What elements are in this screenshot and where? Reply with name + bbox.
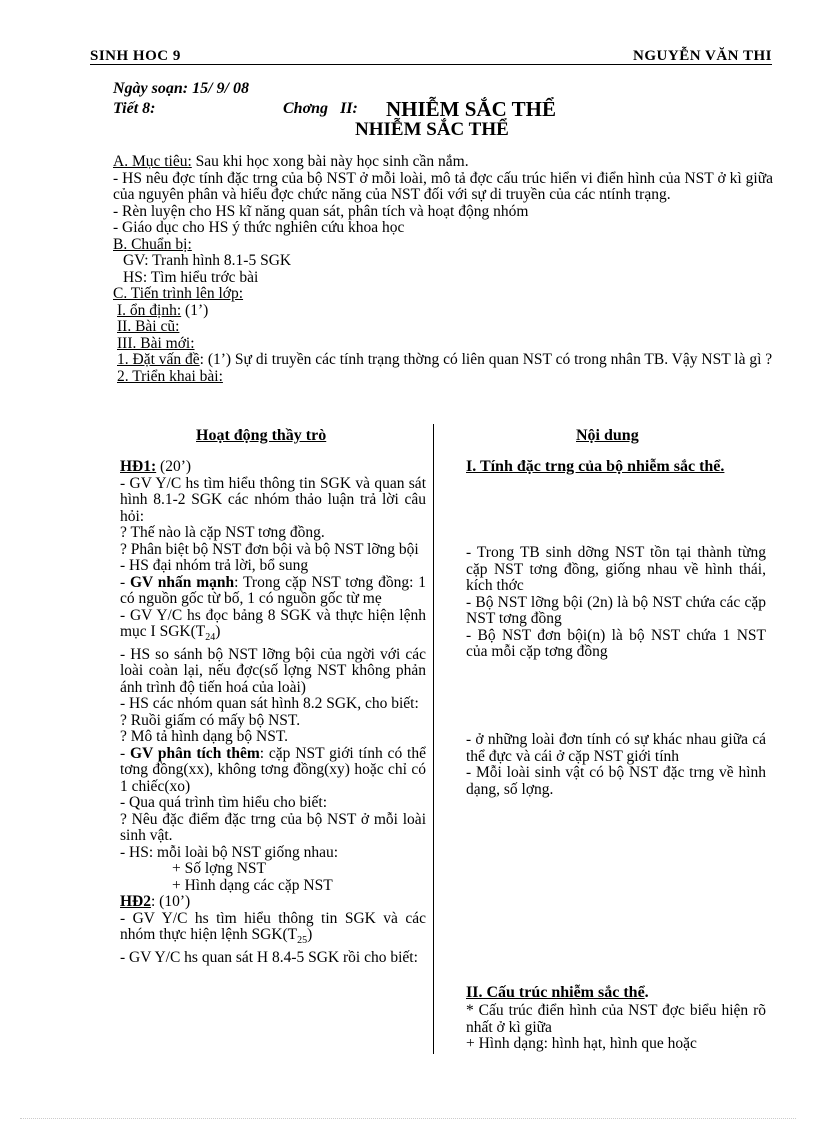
objective-2: - Rèn luyện cho HS kĩ năng quan sát, phân tích và hoạt động nhóm [113, 202, 529, 220]
list-item: + Hình dạng: hình hạt, hình que hoặc [466, 1035, 697, 1052]
step-stabilize: I. ổn định: [117, 301, 182, 319]
list-item: - GV Y/C hs tìm hiểu thông tin SGK và các nhóm thực hiện lệnh $SGK(T_{25})$ [120, 909, 426, 947]
list-item: - Bộ NST lỡng bội (2n) là bộ NST chứa các cặp NST tơng đồng [466, 593, 766, 627]
list-item: - Trong TB sinh dỡng NST tồn tại thành từng cặp NST tơng đồng, giống nhau về hình thái, kích thớc [466, 544, 766, 594]
list-item: - GV Y/C hs quan sát H 8.4-5 SGK rồi cho biết: [120, 948, 418, 966]
header-subject: SINH HOC 9 [90, 48, 181, 64]
objectives: A. Mục tiêu: Sau khi học xong bài này học sinh cần nắm. [113, 153, 469, 170]
intro-section: A. Mục tiêu: Sau khi học xong bài này học sinh cần nắm. - HS nêu đợc tính đặc trng của bộ NST ở mỗi loài, mô tả đợc cấu trúc hiển vi điển hình của NST ở kì giữa của nguyên phân và hiểu đợc chức năng của NST đối với sự di truyền của các ntính trạng. - Rèn luyện cho HS kĩ năng quan sát, phân tích và hoạt động nhóm - Giáo dục cho HS ý thức nghiên cứu khoa học B. Chuẩn bị: GV: Tranh hình 8.1-5 SGK HS: Tìm hiểu trớc bài C. Tiến trình lên lớp: I. ổn định: (1’) II. Bài cũ: III. Bài mới: 1. Đặt vấn đề: (1’) Sự di truyền các tính trạng thờng có liên quan NST có trong nhân TB. Vậy NST là gì ? 2. Triển khai bài: [113, 153, 773, 385]
section-1-content [466, 545, 766, 661]
page-header [90, 48, 772, 65]
left-column-heading: Hoạt động thầy trò [196, 427, 327, 444]
list-item: - GV phân tích thêm: cặp NST giới tính có thể tơng đồng(xx), không tơng đồng(xy) hoặc chỉ có 1 chiếc(xo) [120, 744, 426, 795]
list-item: - GV nhấn mạnh: Trong cặp NST tơng đồng: 1 có nguồn gốc từ bố, 1 có nguồn gốc từ mẹ [120, 573, 427, 607]
chapter-title: NHIỄM SẮC THỂ [386, 97, 556, 121]
list-item: - Bộ NST đơn bội(n) là bộ NST chứa 1 NST của mỗi cặp tơng đồng [466, 626, 766, 660]
list-item: ? Phân biệt bộ NST đơn bội và bộ NST lỡng bội [120, 540, 419, 558]
step-new-lesson: III. Bài mới: [117, 334, 195, 352]
chapter-label: Chơng II: [283, 100, 358, 117]
section-1-content-2 [466, 732, 766, 798]
section-2-heading: II. Cấu trúc nhiễm sắc thể. [466, 984, 649, 1001]
lesson-title: NHIỄM SẮC THỂ [355, 119, 509, 140]
list-item: - ở những loài đơn tính có sự khác nhau giữa cá thể đực và cái ở cặp NST giới tính [466, 731, 766, 765]
lesson-number: Tiết 8: [113, 100, 156, 117]
activity-2-label: HĐ2 [120, 893, 151, 911]
left-column: HĐ1: (20’) - GV Y/C hs tìm hiểu thông tin SGK và quan sát hình 8.1-2 SGK các nhóm thảo luận trả lời câu hỏi: ? Thế nào là cặp NST tơng đồng. ? Phân biệt bộ NST đơn bội và bộ NST lỡng bội - HS đại nhóm trả lời, bổ sung - GV nhấn mạnh: Trong cặp NST tơng đồng: 1 có nguồn gốc từ bố, 1 có nguồn gốc từ mẹ - GV Y/C hs đọc bảng 8 SGK và thực hiện lệnh mục I $SGK(T_{24})$ - HS so sánh bộ NST lỡng bội của ngời với các loài coàn lại, nếu đợc(số lợng NST không phản ánh trình độ tiến hoá của loài) - HS các nhóm quan sát hình 8.2 SGK, cho biết: ? Ruồi giấm có mấy bộ NST. ? Mô tả hình dạng bộ NST. - GV phân tích thêm: cặp NST giới tính có thể tơng đồng(xx), không tơng đồng(xy) hoặc chỉ có 1 chiếc(xo) - Qua quá trình tìm hiểu cho biết: ? Nêu đặc điểm đặc trng của bộ NST ở mỗi loài sinh vật. - HS: mỗi loài bộ NST giống nhau: + Số lợng NST + Hình dạng các cặp NST HĐ2: (10’) - GV Y/C hs tìm hiểu thông tin SGK và các nhóm thực hiện lệnh $SGK(T_{25})$ - GV Y/C hs quan sát H 8.4-5 SGK rồi cho biết: [120, 458, 427, 966]
section-1-heading: I. Tính đặc trng của bộ nhiễm sắc thể. [466, 458, 725, 475]
step-old-lesson: II. Bài cũ: [117, 318, 180, 335]
column-divider [433, 424, 434, 1054]
list-item: ? Mô tả hình dạng bộ NST. [120, 728, 289, 746]
objective-1: - HS nêu đợc tính đặc trng của bộ NST ở mỗi loài, mô tả đợc cấu trúc hiển vi điển hình của NST ở kì giữa của nguyên phân và hiểu đợc chức năng của NST đối với sự di truyền của các ntính trạng. [113, 169, 773, 203]
procedure-heading: C. Tiến trình lên lớp: [113, 285, 244, 302]
list-item: - HS: mỗi loài bộ NST giống nhau: [120, 843, 339, 861]
list-item: - GV Y/C hs tìm hiểu thông tin SGK và quan sát hình 8.1-2 SGK các nhóm thảo luận trả lời câu hỏi: [120, 474, 426, 525]
objective-3: - Giáo dục cho HS ý thức nghiên cứu khoa học [113, 219, 405, 236]
preparation-heading: B. Chuẩn bị: [113, 235, 192, 253]
page-bottom-border [20, 1118, 796, 1119]
list-item: - HS các nhóm quan sát hình 8.2 SGK, cho biết: [120, 695, 419, 713]
list-item: - HS so sánh bộ NST lỡng bội của ngời với các loài coàn lại, nếu đợc(số lợng NST không phản ánh trình độ tiến hoá của loài) [120, 645, 426, 696]
list-item: ? Ruồi giấm có mấy bộ NST. [120, 711, 301, 729]
section-2-content [466, 1003, 766, 1053]
preparation-student: HS: Tìm hiểu trớc bài [123, 268, 259, 286]
list-item: ? Thế nào là cặp NST tơng đồng. [120, 524, 325, 541]
lesson-development: 2. Triển khai bài: [117, 367, 223, 385]
list-item: + Hình dạng các cặp NST [172, 876, 333, 894]
list-item: * Cấu trúc điển hình của NST đợc biểu hiện rõ nhất ở kì giữa [466, 1002, 766, 1036]
list-item: - HS đại nhóm trả lời, bổ sung [120, 557, 309, 574]
list-item: ? Nêu đặc điểm đặc trng của bộ NST ở mỗi loài sinh vật. [120, 810, 426, 845]
date-line: Ngày soạn: 15/ 9/ 08 [113, 80, 249, 97]
list-item: - Qua quá trình tìm hiểu cho biết: [120, 794, 328, 812]
preparation-teacher: GV: Tranh hình 8.1-5 SGK [123, 252, 292, 269]
activity-1-label: HĐ1: [120, 458, 157, 475]
problem-statement: 1. Đặt vấn đề: (1’) Sự di truyền các tính trạng thờng có liên quan NST có trong nhân TB. Vậy NST là gì ? [117, 351, 773, 368]
header-author: NGUYỄN VĂN THI [633, 48, 772, 64]
list-item: + Số lợng NST [172, 860, 267, 878]
right-column-heading: Nội dung [576, 427, 639, 444]
list-item: - Mỗi loài sinh vật có bộ NST đặc trng về hình dạng, số lợng. [466, 764, 766, 798]
list-item: - GV Y/C hs đọc bảng 8 SGK và thực hiện lệnh mục I $SGK(T_{24})$ [120, 606, 426, 644]
